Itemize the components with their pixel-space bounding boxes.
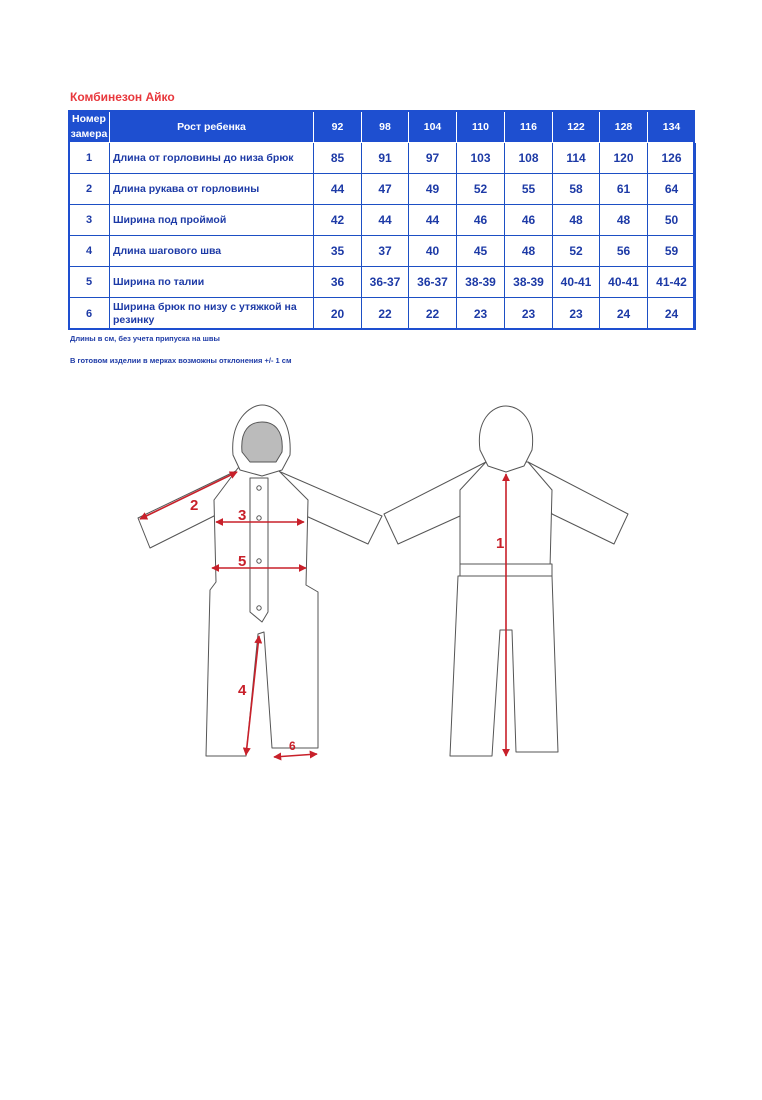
row-label: Ширина под проймой [110,205,314,236]
row-value: 23 [553,298,600,330]
row-value: 36-37 [362,267,409,298]
row-value: 108 [505,143,553,174]
row-value: 114 [553,143,600,174]
row-number: 4 [69,236,110,267]
row-value: 97 [409,143,457,174]
row-value: 45 [457,236,505,267]
row-label: Ширина брюк по низу с утяжкой на резинку [110,298,314,330]
header-size: 116 [505,111,553,143]
button-icon [257,559,261,563]
button-icon [257,486,261,490]
front-view-drawing [138,405,382,756]
row-value: 50 [648,205,696,236]
row-value: 46 [457,205,505,236]
row-label: Длина рукава от горловины [110,174,314,205]
row-value: 126 [648,143,696,174]
row-value: 48 [600,205,648,236]
label-6: 6 [289,739,296,753]
row-value: 59 [648,236,696,267]
row-value: 22 [409,298,457,330]
row-value: 85 [314,143,362,174]
row-value: 48 [505,236,553,267]
row-label: Длина от горловины до низа брюк [110,143,314,174]
button-icon [257,606,261,610]
row-label: Длина шагового шва [110,236,314,267]
row-value: 40-41 [553,267,600,298]
header-size: 128 [600,111,648,143]
row-label: Ширина по талии [110,267,314,298]
row-value: 23 [505,298,553,330]
header-size: 104 [409,111,457,143]
row-value: 36 [314,267,362,298]
row-value: 41-42 [648,267,696,298]
row-value: 64 [648,174,696,205]
header-number-line2: замера [70,127,108,140]
header-size: 92 [314,111,362,143]
row-value: 44 [362,205,409,236]
label-4: 4 [238,682,247,699]
row-value: 35 [314,236,362,267]
label-5: 5 [238,553,247,570]
row-value: 42 [314,205,362,236]
button-icon [257,516,261,520]
row-value: 44 [314,174,362,205]
note-tolerance: В готовом изделии в мерках возможны отклонения +/- 1 см [70,356,292,365]
row-number: 3 [69,205,110,236]
row-value: 52 [457,174,505,205]
header-size: 110 [457,111,505,143]
row-value: 56 [600,236,648,267]
header-height-label: Рост ребенка [110,111,314,143]
row-number: 1 [69,143,110,174]
row-number: 6 [69,298,110,330]
row-value: 49 [409,174,457,205]
row-value: 24 [600,298,648,330]
note-seam-allowance: Длины в см, без учета припуска на швы [70,334,220,343]
row-value: 46 [505,205,553,236]
row-value: 120 [600,143,648,174]
row-value: 38-39 [457,267,505,298]
row-value: 103 [457,143,505,174]
row-value: 47 [362,174,409,205]
row-value: 38-39 [505,267,553,298]
front-hood-lining [242,422,283,462]
label-3: 3 [238,507,247,524]
header-size: 134 [648,111,696,143]
row-value: 91 [362,143,409,174]
back-hood [479,406,532,472]
back-pants [450,576,558,756]
row-value: 55 [505,174,553,205]
label-1: 1 [496,535,505,552]
row-value: 23 [457,298,505,330]
row-value: 22 [362,298,409,330]
product-title: Комбинезон Айко [70,90,175,104]
row-value: 61 [600,174,648,205]
row-value: 40 [409,236,457,267]
row-value: 44 [409,205,457,236]
measure-line-6 [274,754,317,757]
row-number: 2 [69,174,110,205]
header-number-line1: Номер [72,112,106,125]
row-value: 37 [362,236,409,267]
row-value: 36-37 [409,267,457,298]
front-body [206,468,318,756]
row-value: 58 [553,174,600,205]
row-value: 52 [553,236,600,267]
row-value: 20 [314,298,362,330]
row-number: 5 [69,267,110,298]
row-value: 48 [553,205,600,236]
label-2: 2 [190,497,199,514]
header-size: 122 [553,111,600,143]
header-size: 98 [362,111,409,143]
row-value: 40-41 [600,267,648,298]
row-value: 24 [648,298,696,330]
